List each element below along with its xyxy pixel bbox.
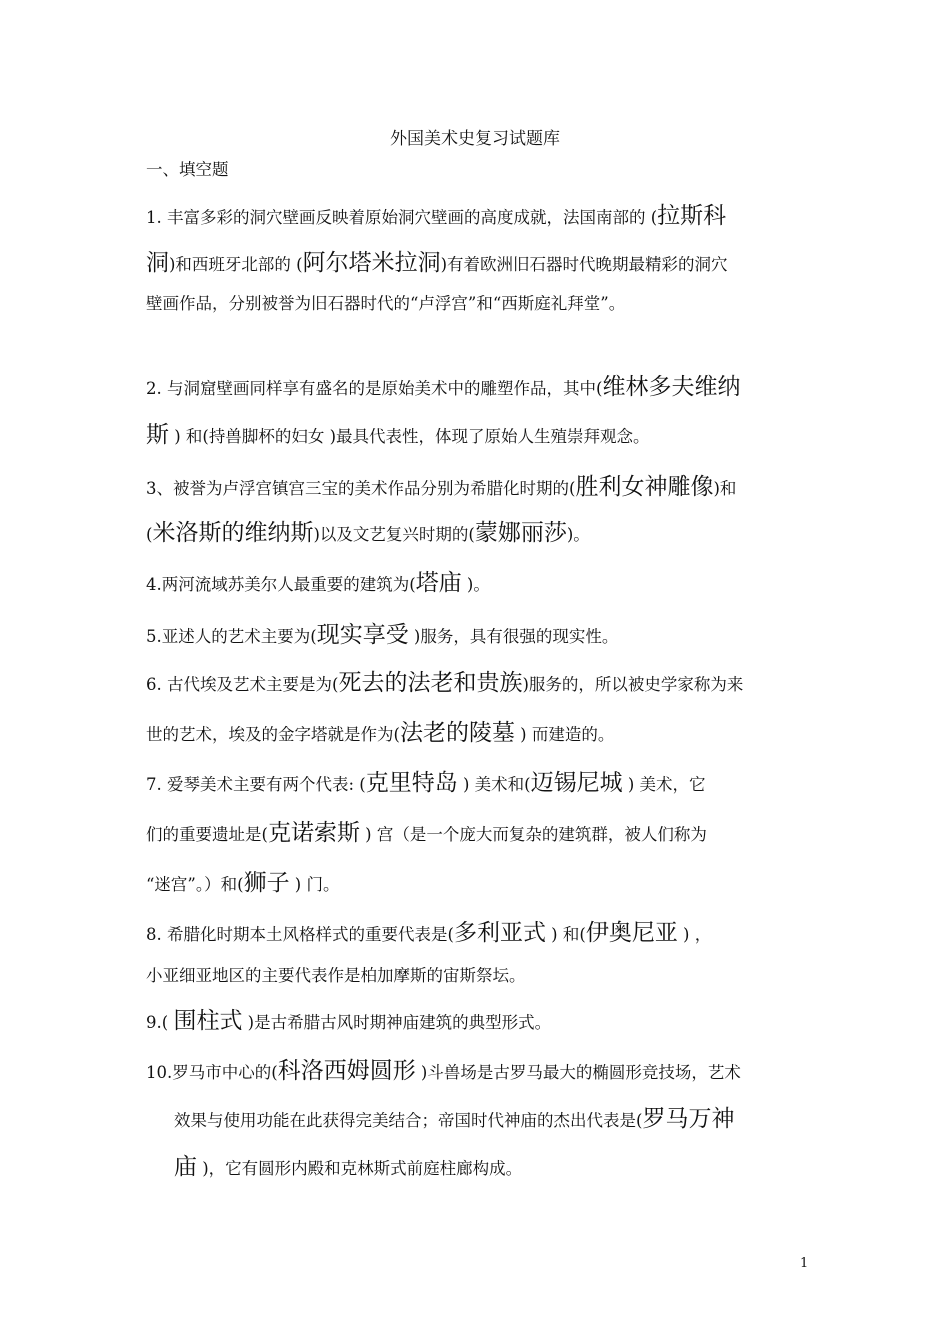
section-heading: 一、填空题 [146, 160, 229, 179]
answer: 米洛斯的维纳斯 [152, 520, 314, 546]
question-1-line-3: 壁画作品，分别被誉为旧石器时代的“卢浮宫”和“西斯庭礼拜堂”。 [146, 294, 626, 313]
question-10-line-2: 效果与使用功能在此获得完美结合；帝国时代神庙的杰出代表是(罗马万神 [174, 1106, 735, 1132]
question-2-line-2: 斯 ) 和(持兽脚杯的妇女 )最具代表性，体现了原始人生殖崇拜观念。 [146, 422, 650, 448]
page-number: 1 [800, 1256, 809, 1271]
question-8-line-2: 小亚细亚地区的主要代表作是柏加摩斯的宙斯祭坛。 [146, 966, 526, 985]
question-6-line-1: 6. 古代埃及艺术主要是为(死去的法老和贵族)服务的，所以被史学家称为来 [146, 670, 744, 696]
question-2-line-1: 2. 与洞窟壁画同样享有盛名的是原始美术中的雕塑作品，其中(维林多夫维纳 [146, 374, 741, 400]
question-3-line-2: (米洛斯的维纳斯)以及文艺复兴时期的(蒙娜丽莎)。 [146, 520, 590, 546]
question-9: 9.( 围柱式 )是古希腊古风时期神庙建筑的典型形式。 [146, 1008, 552, 1034]
answer: 科洛西姆圆形 [277, 1058, 416, 1084]
answer: 多利亚式 [453, 920, 546, 946]
answer: 狮子 [243, 870, 290, 896]
answer: 塔庙 [415, 570, 462, 596]
answer: 蒙娜丽莎 [474, 520, 567, 546]
answer: 阿尔塔米拉洞 [302, 250, 441, 276]
question-1-line-2: 洞)和西班牙北部的 (阿尔塔米拉洞)有着欧洲旧石器时代晚期最精彩的洞穴 [146, 250, 728, 276]
question-1-line-1: 1. 丰富多彩的洞穴壁画反映着原始洞穴壁画的高度成就，法国南部的 (拉斯科 [146, 203, 727, 229]
answer: 迈锡尼城 [530, 770, 623, 796]
answer: 克里特岛 [365, 770, 458, 796]
question-8-line-1: 8. 希腊化时期本土风格样式的重要代表是(多利亚式 ) 和(伊奥尼亚 ) ， [146, 920, 712, 946]
question-10-line-1: 10.罗马市中心的(科洛西姆圆形 )斗兽场是古罗马最大的椭圆形竞技场，艺术 [146, 1058, 741, 1084]
answer: 围柱式 [173, 1008, 243, 1034]
answer: 洞 [146, 250, 169, 276]
answer: 现实享受 [316, 622, 409, 648]
answer: 拉斯科 [657, 203, 727, 229]
answer: 法老的陵墓 [399, 720, 515, 746]
document-title: 外国美术史复习试题库 [390, 129, 560, 149]
answer: 克诺索斯 [267, 820, 360, 846]
question-5: 5.亚述人的艺术主要为(现实享受 )服务，具有很强的现实性。 [146, 622, 619, 648]
answer: 斯 [146, 422, 169, 448]
answer: 胜利女神雕像 [575, 474, 714, 500]
question-7-line-3: “迷宫”。）和(狮子 ) 门。 [146, 870, 340, 896]
question-7-line-1: 7. 爱琴美术主要有两个代表: (克里特岛 ) 美术和(迈锡尼城 ) 美术，它 [146, 770, 706, 796]
answer: 伊奥尼亚 [585, 920, 678, 946]
question-7-line-2: 们的重要遗址是(克诺索斯 ) 宫（是一个庞大而复杂的建筑群，被人们称为 [146, 820, 707, 846]
answer: 死去的法老和贵族 [338, 670, 523, 696]
question-4: 4.两河流域苏美尔人最重要的建筑为(塔庙 )。 [146, 570, 490, 596]
question-3-line-1: 3、被誉为卢浮宫镇宫三宝的美术作品分别为希腊化时期的(胜利女神雕像)和 [146, 474, 737, 500]
question-10-line-3: 庙 )，它有圆形内殿和克林斯式前庭柱廊构成。 [174, 1154, 523, 1180]
answer: 罗马万神 [642, 1106, 735, 1132]
question-6-line-2: 世的艺术，埃及的金字塔就是作为(法老的陵墓 ) 而建造的。 [146, 720, 615, 746]
answer: 维林多夫维纳 [602, 374, 741, 400]
answer: 庙 [174, 1154, 197, 1180]
